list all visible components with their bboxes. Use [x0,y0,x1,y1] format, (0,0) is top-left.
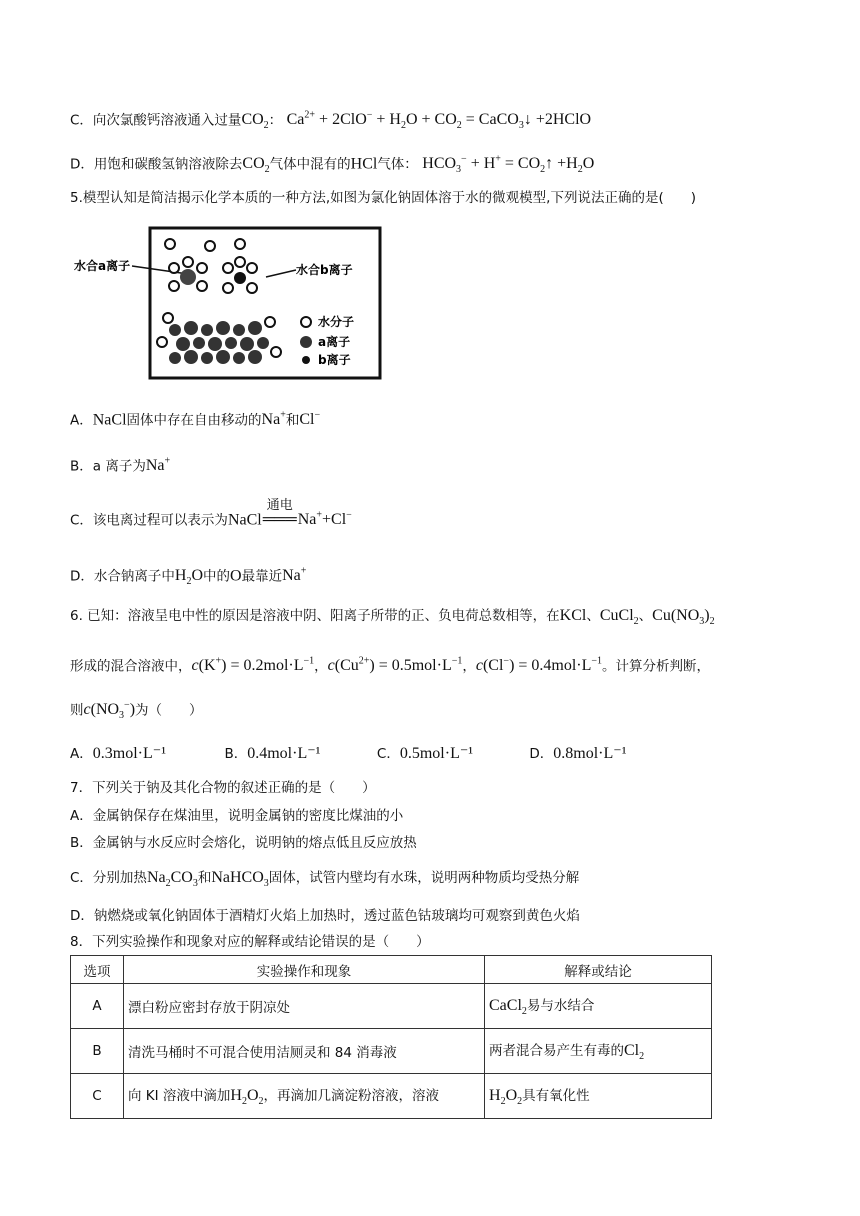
nacl-dissolution-figure [70,222,390,384]
q6-options [70,744,627,764]
table-header-row [71,956,712,984]
table-row: A 漂白粉应密封存放于阴凉处 CaCl$_2$易与水结合 [71,984,712,1029]
legend-b: b离子 [318,353,351,367]
legend-water-marker [301,317,311,327]
q6-option-b: B．0.4mol·L⁻¹ [224,745,321,762]
q4-option-c: C．向次氯酸钙溶液通入过量$CO_2$： $Ca^{2+} + 2ClO^- + H_2O + CO_2$ = CaCO$_3$↓ +2HClO [70,110,592,132]
table-row: C 向 KI 溶液中滴加$H_2O_2$，再滴加几滴淀粉溶液，溶液 $H_2O_2$具有氧化性 [71,1074,712,1119]
q7-option-b: B．金属钠与水反应时会熔化，说明钠的熔点低且反应放热 [70,835,417,851]
legend-a: a离子 [318,335,351,349]
table-row: B 清洗马桶时不可混合使用洁厕灵和 84 消毒液 两者混合易产生有毒的$Cl_2$ [71,1029,712,1074]
q7-option-d: D．钠燃烧或氧化钠固体于酒精灯火焰上加热时，透过蓝色钴玻璃均可观察到黄色火焰 [70,908,580,924]
legend-water: 水分子 [318,315,355,329]
q7-option-a: A．金属钠保存在煤油里，说明金属钠的密度比煤油的小 [70,808,404,824]
q6-option-a: A．0.3mol·L⁻¹ [70,745,166,762]
crystal-lattice [157,313,281,364]
q6-option-c: C．0.5mol·L⁻¹ [376,745,474,762]
q6-stem-line2: 形成的混合溶液中，$c(K^+) = 0.2mol\cdot L^{-1}$，$c(Cu^{2+}) = 0.5mol\cdot L^{-1}$，$c(Cl^-) = 0.4mol\cdot L^{-1}$。计算分析判断， [70,656,711,675]
hydrated-b-cluster [223,239,257,293]
q5-option-b: B．a 离子为Na+ [70,456,171,475]
q8-stem: 8．下列实验操作和现象对应的解释或结论错误的是（ ） [70,934,430,950]
q4-c-equation: $Ca^{2+} + 2ClO^- + H_2O + CO_2$ = CaCO$_3$↓ +2HClO [286,110,592,132]
header-operation: 实验操作和现象 [124,956,485,984]
q6-stem-line3: 则$c(NO_3^-)$为（ ） [70,700,203,722]
nacl-model-diagram [70,222,390,384]
q5-option-d: D．水合钠离子中$H_2O$中的O最靠近Na+ [70,566,307,588]
legend-b-marker [302,356,310,364]
q5-stem: 5.模型认知是简洁揭示化学本质的一种方法,如图为氯化钠固体溶于水的微观模型,下列说法正确的是( ) [70,190,696,206]
q5-option-a: A．NaCl固体中存在自由移动的Na+和Cl− [70,410,321,429]
label-hydrated-a: 水合a离子 [74,259,131,273]
header-conclusion: 解释或结论 [485,956,712,984]
header-option: 选项 [71,956,124,984]
q7-stem: 7．下列关于钠及其化合物的叙述正确的是（ ） [70,780,376,796]
hydrated-a-cluster [165,239,215,291]
q6-option-d: D．0.8mol·L⁻¹ [529,745,627,762]
q8-table [70,955,712,1119]
q7-option-c: C．分别加热$Na_2CO_3$和NaHCO$_3$固体，试管内壁均有水珠，说明两种物质均受热分解 [70,869,580,890]
label-hydrated-b: 水合b离子 [296,263,353,277]
q4-d-equation: $HCO_3^- + H^+$ = $CO_2↑ +H_2O$ [422,154,595,176]
q5-option-c: C．该电离过程可以表示为NaCl 通电 ═══Na++Cl− [70,498,352,529]
q4-option-d: D．用饱和碳酸氢钠溶液除去$CO_2$气体中混有的HCl气体： $HCO_3^- + H^+$ = $CO_2↑ +H_2O$ [70,154,595,176]
q6-stem-line1: 6. 已知：溶液呈电中性的原因是溶液中阴、阳离子所带的正、负电荷总数相等，在KCl、CuCl$_2$、$Cu(NO_3)_2$ [70,607,715,628]
electrolysis-arrow: 通电 ═══ [262,498,297,529]
legend-a-marker [300,336,312,348]
co2-formula: $CO_2$ [241,111,269,132]
